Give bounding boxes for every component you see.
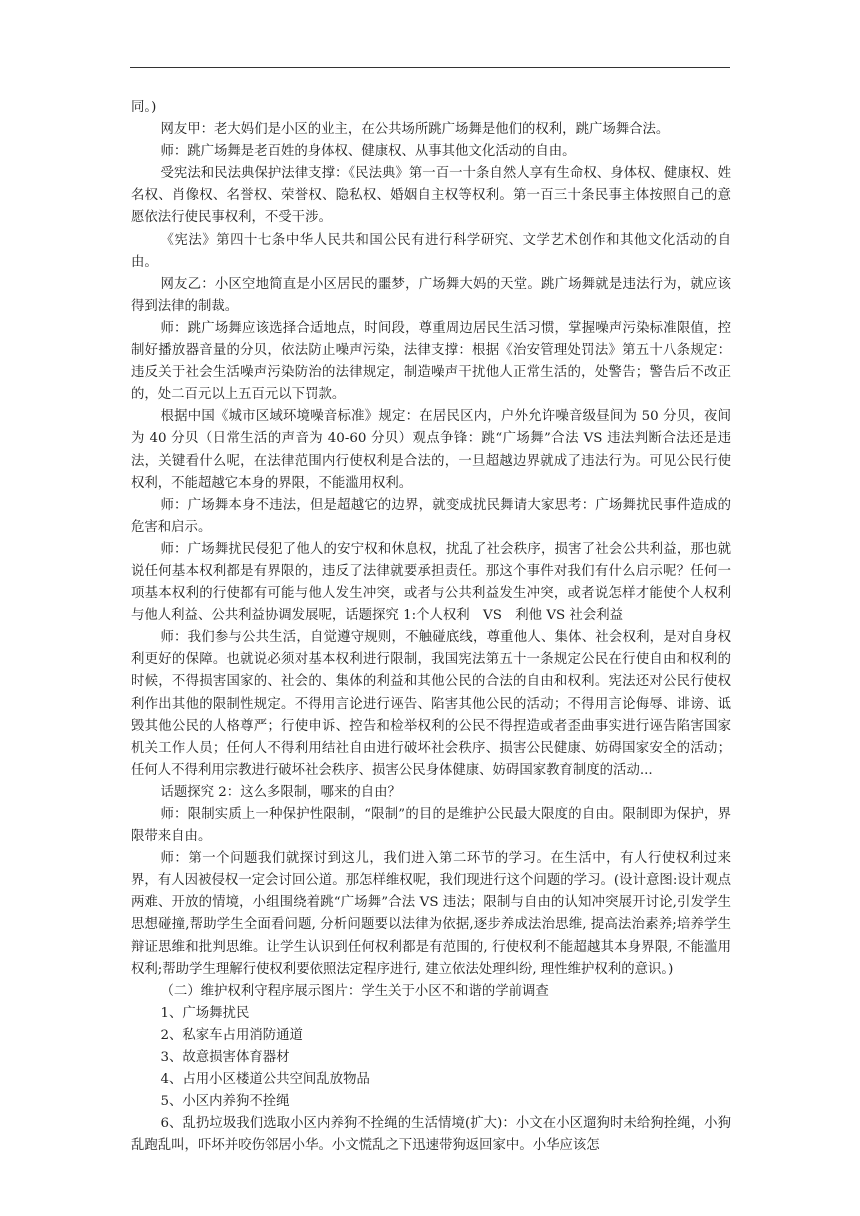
paragraph: 同。): [131, 100, 157, 115]
paragraph: 1、广场舞扰民: [160, 1005, 250, 1021]
paragraph: 师：限制实质上一种保护性限制，“限制”的目的是维护公民最大限度的自由。限制即为保护，界限带来自由。: [131, 807, 731, 845]
paragraph: 4、占用小区楼道公共空间乱放物品: [160, 1072, 370, 1088]
paragraph: 师：广场舞扰民侵犯了他人的安宁权和休息权，扰乱了社会秩序，损害了社会公共利益，那也就说任何基本权利都是有界限的，违反了法律就要承担责任。那这个事件对我们有什么启示呢？任何一项基本权利的行使都有可能与他人发生冲突，或者与公共利益发生冲突，或者说怎样才能使个人权利与他人利益、公共利益协调发展呢，话题探究 1:个人权利 VS 利他 VS 社会利益: [131, 541, 731, 624]
paragraph: 5、小区内养狗不拴绳: [160, 1094, 290, 1110]
header-rule: [130, 67, 730, 68]
paragraph: 《宪法》第四十七条中华人民共和国公民有进行科学研究、文学艺术创作和其他文化活动的自由。: [131, 232, 731, 270]
paragraph: 师：跳广场舞应该选择合适地点，时间段，尊重周边居民生活习惯，掌握噪声污染标准限值，控制好播放器音量的分贝，依法防止噪声污染，法律支撑：根据《治安管理处罚法》第五十八条规定：违反关于社会生活噪声污染防治的法律规定，制造噪声干扰他人正常生活的，处警告；警告后不改正的，处二百元以上五百元以下罚款。: [131, 320, 731, 403]
paragraph: 网友甲：老大妈们是小区的业主，在公共场所跳广场舞是他们的权利，跳广场舞合法。: [160, 122, 670, 138]
paragraph: 师：广场舞本身不违法，但是超越它的边界，就变成扰民舞请大家思考：广场舞扰民事件造成的危害和启示。: [131, 497, 731, 535]
paragraph: 受宪法和民法典保护法律支撑：《民法典》第一百一十条自然人享有生命权、身体权、健康权、姓名权、肖像权、名誉权、荣誉权、隐私权、婚姻自主权等权利。第一百三十条民事主体按照自己的意愿依法行使民事权利，不受干涉。: [131, 166, 731, 226]
paragraph: 师：第一个问题我们就探讨到这儿，我们进入第二环节的学习。在生活中，有人行使权利过来界，有人因被侵权一定会讨回公道。那怎样维权呢，我们现进行这个问题的学习。(设计意图:设计观点两难、开放的情境，小组围绕着跳“广场舞”合法 VS 违法；限制与自由的认知冲突展开讨论,引发学生思想碰撞,帮助学生全面看问题, 分析问题要以法律为依据,逐步养成法治思维, 提高法治素养;培养学生辩证思维和批判思维。让学生认识到任何权利都是有范围的, 行使权利不能超越其本身界限, 不能滥用权利;帮助学生理解行使权利要依照法定程序进行, 建立依法处理纠纷, 理性维护权利的意识。): [131, 851, 731, 977]
paragraph: 网友乙：小区空地简直是小区居民的噩梦，广场舞大妈的天堂。跳广场舞就是违法行为，就应该得到法律的制裁。: [131, 276, 731, 314]
paragraph: 3、故意损害体育器材: [160, 1050, 290, 1066]
paragraph: 2、私家车占用消防通道: [160, 1027, 303, 1043]
paragraph: 6、乱扔垃圾我们选取小区内养狗不拴绳的生活情境(扩大)：小文在小区遛狗时未给狗拴绳，小狗乱跑乱叫，吓坏并咬伤邻居小华。小文慌乱之下迅速带狗返回家中。小华应该怎: [131, 1116, 731, 1154]
paragraph: 师：我们参与公共生活，自觉遵守规则，不触碰底线，尊重他人、集体、社会权利，是对自身权利更好的保障。也就说必须对基本权利进行限制，我国宪法第五十一条规定公民在行使自由和权利的时候，不得损害国家的、社会的、集体的利益和其他公民的合法的自由和权利。宪法还对公民行使权利作出其他的限制性规定。不得用言论进行诬告、陷害其他公民的活动；不得用言论侮辱、诽谤、诋毁其他公民的人格尊严；行使申诉、控告和检举权利的公民不得捏造或者歪曲事实进行诬告陷害国家机关工作人员；任何人不得利用结社自由进行破坏社会秩序、损害公民健康、妨碍国家安全的活动；任何人不得利用宗教进行破坏社会秩序、损害公民身体健康、妨碍国家教育制度的活动...: [131, 630, 731, 778]
paragraph: 话题探究 2：这么多限制，哪来的自由？: [160, 784, 401, 800]
paragraph: （二）维护权利守程序展示图片：学生关于小区不和谐的学前调查: [160, 983, 549, 999]
paragraph: 根据中国《城市区域环境噪音标准》规定：在居民区内，户外允许噪音级昼间为 50 分贝，夜间为 40 分贝（日常生活的声音为 40-60 分贝）观点争锋：跳“广场舞”合法 VS 违法判断合法还是违法，关键看什么呢，在法律范围内行使权利是合法的，一旦超越边界就成了违法行为。可见公民行使权利，不能超越它本身的界限，不能滥用权利。: [131, 409, 731, 491]
paragraph: 师：跳广场舞是老百姓的身体权、健康权、从事其他文化活动的自由。: [160, 144, 576, 160]
document-body: [131, 97, 731, 1158]
